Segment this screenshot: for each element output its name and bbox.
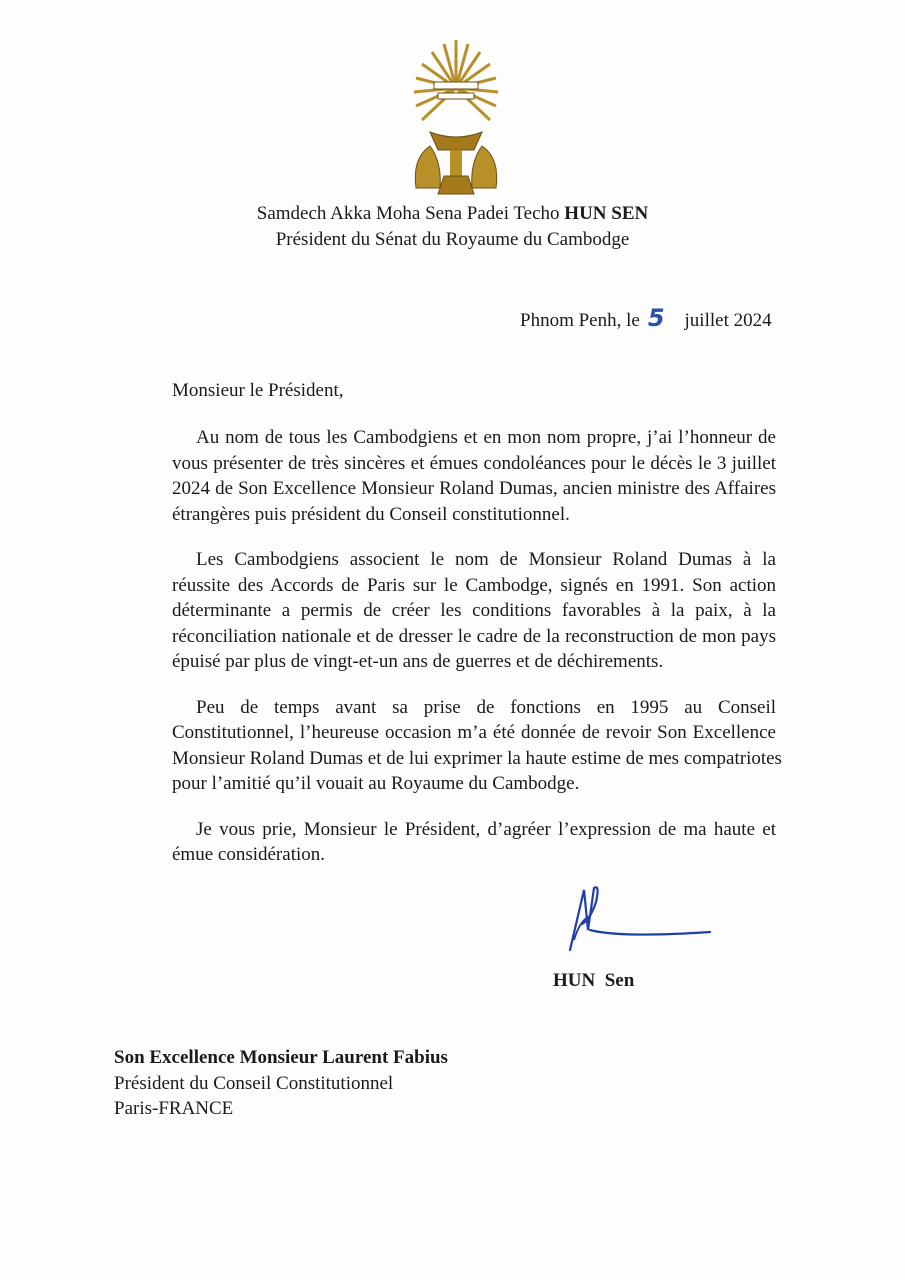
addressee-title: Président du Conseil Constitutionnel — [114, 1072, 394, 1094]
paragraph-line: Peu de temps avant sa prise de fonctions en 1995 au Conseil — [196, 696, 776, 718]
signatory-name: HUN Sen — [553, 970, 635, 991]
sender-name — [0, 201, 905, 227]
date-place: Phnom Penh, le — [520, 310, 640, 331]
sender-surname: HUN SEN — [564, 203, 649, 224]
handwritten-signature — [560, 880, 720, 960]
paragraph-line: pour l’amitié qu’il vouait au Royaume du Cambodge. — [172, 773, 580, 794]
royal-emblem-logo — [408, 38, 504, 196]
paragraph-line: étrangères puis président du Conseil constitutionnel. — [172, 503, 570, 525]
salutation: Monsieur le Président, — [172, 380, 344, 401]
paragraph-line: Constitutionnel, l’heureuse occasion m’a été donnée de revoir Son Excellence — [172, 722, 776, 743]
paragraph-line: 2024 de Son Excellence Monsieur Roland Dumas, ancien ministre des Affaires — [172, 478, 776, 499]
date-day-handwritten: 5 — [647, 304, 665, 332]
paragraph-line: réconciliation nationale et de dresser le cadre de la reconstruction de mon pays — [172, 625, 776, 647]
letter-body — [172, 425, 782, 888]
paragraph-line: Au nom de tous les Cambodgiens et en mon nom propre, j’ai l’honneur de — [196, 427, 776, 448]
body-paragraph — [172, 547, 776, 675]
paragraph-line: déterminante a permis de créer les conditions favorables à la paix, à la — [172, 600, 776, 621]
date-month-year: juillet 2024 — [684, 310, 772, 331]
paragraph-line: Les Cambodgiens associent le nom de Monsieur Roland Dumas à la — [196, 549, 776, 570]
body-paragraph — [172, 425, 776, 527]
sender-honorific: Samdech Akka Moha Sena Padei Techo — [256, 203, 560, 224]
paragraph-line: Monsieur Roland Dumas et de lui exprimer la haute estime de mes compatriotes — [172, 747, 782, 769]
body-paragraph — [172, 695, 782, 797]
addressee-name: Son Excellence Monsieur Laurent Fabius — [114, 1047, 448, 1068]
body-paragraph — [172, 817, 776, 868]
paragraph-line: Je vous prie, Monsieur le Président, d’agréer l’expression de ma haute et — [196, 818, 776, 840]
paragraph-line: épuisé par plus de vingt-et-un ans de guerres et de déchirements. — [172, 651, 664, 672]
addressee-location: Paris-FRANCE — [114, 1098, 234, 1119]
letter-date — [520, 304, 772, 332]
paragraph-line: émue considération. — [172, 844, 326, 865]
addressee-block — [114, 1045, 448, 1122]
sender-title: Président du Sénat du Royaume du Cambodge — [275, 229, 630, 250]
paragraph-line: vous présenter de très sincères et émues condoléances pour le décès le 3 juillet — [172, 452, 776, 474]
paragraph-line: réussite des Accords de Paris sur le Cambodge, signés en 1991. Son action — [172, 574, 776, 596]
